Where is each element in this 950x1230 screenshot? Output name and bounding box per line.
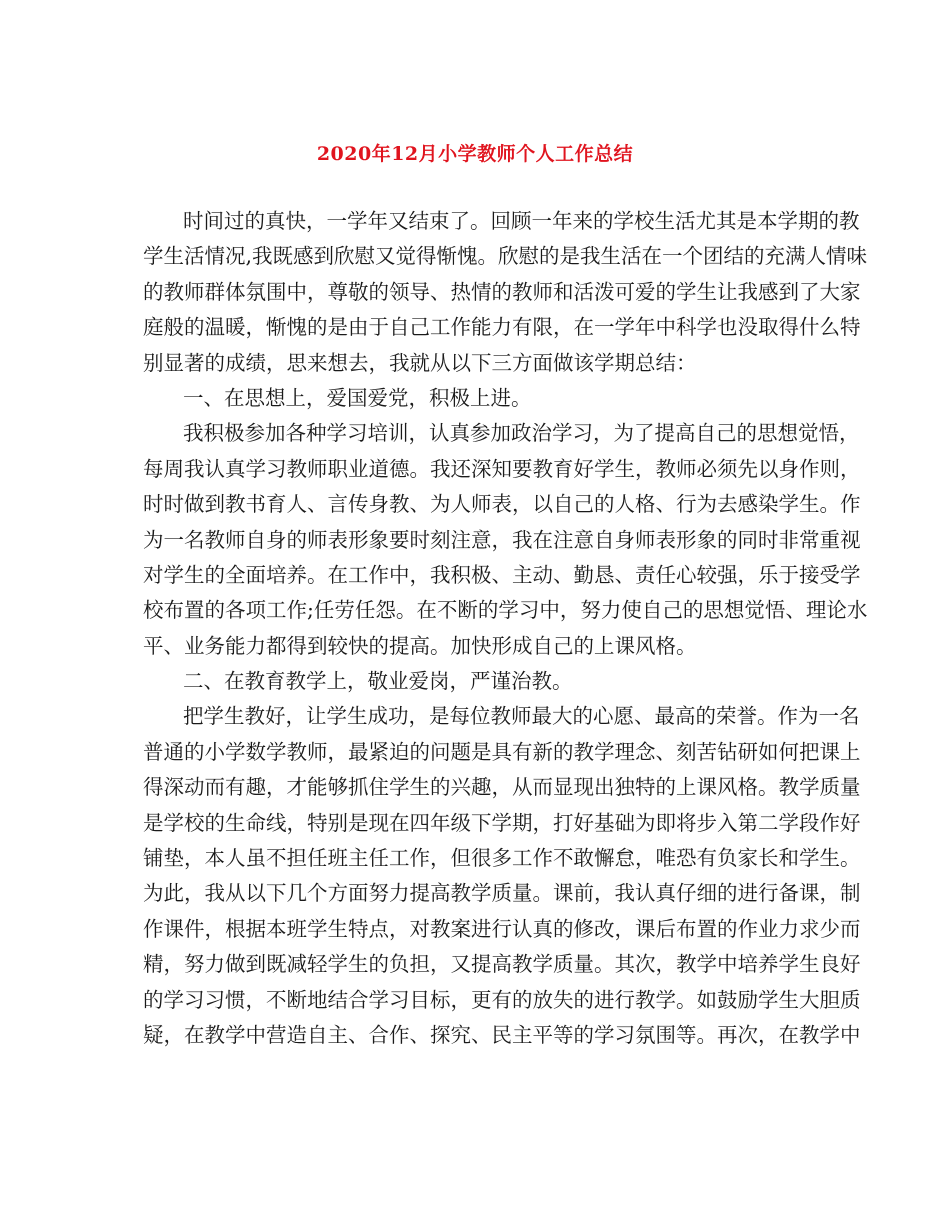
- text-line: 一、在思想上，爱国爱党，积极上进。: [183, 385, 532, 410]
- text-line: 每周我认真学习教师职业道德。我还深知要教育好学生，教师必须先以身作则，: [143, 456, 861, 481]
- text-line: 我积极参加各种学习培训，认真参加政治学习，为了提高自己的思想觉悟，: [183, 421, 860, 446]
- text-line: 校布置的各项工作;任劳任怨。在不断的学习中，努力使自己的思想觉悟、理论水: [143, 598, 868, 623]
- text-line: 对学生的全面培养。在工作中，我积极、主动、勤恳、责任心较强，乐于接受学: [143, 562, 861, 587]
- text-line: 庭般的温暖，惭愧的是由于自己工作能力有限，在一学年中科学也没取得什么特: [143, 315, 861, 340]
- text-line: 学生活情况,我既感到欣慰又觉得惭愧。欣慰的是我生活在一个团结的充满人情味: [143, 244, 868, 269]
- text-line: 别显著的成绩，思来想去，我就从以下三方面做该学期总结：: [143, 350, 697, 375]
- text-line: 疑，在教学中营造自主、合作、探究、民主平等的学习氛围等。再次，在教学中: [143, 1022, 861, 1047]
- text-line: 精，努力做到既减轻学生的负担，又提高教学质量。其次，教学中培养学生良好: [143, 952, 861, 977]
- text-line: 为此，我从以下几个方面努力提高教学质量。课前，我认真仔细的进行备课，制: [143, 881, 861, 906]
- text-line: 的学习习惯，不断地结合学习目标，更有的放失的进行教学。如鼓励学生大胆质: [143, 987, 861, 1012]
- text-line: 作课件，根据本班学生特点，对教案进行认真的修改，课后布置的作业力求少而: [143, 916, 861, 941]
- text-line: 时间过的真快，一学年又结束了。回顾一年来的学校生活尤其是本学期的教: [183, 209, 860, 233]
- text-line: 普通的小学数学教师，最紧迫的问题是具有新的教学理念、刻苦钻研如何把课上: [143, 739, 861, 764]
- text-line: 得深动而有趣，才能够抓住学生的兴趣，从而显现出独特的上课风格。教学质量: [143, 775, 861, 800]
- text-line: 平、业务能力都得到较快的提高。加快形成自己的上课风格。: [143, 633, 697, 658]
- text-line: 为一名教师自身的师表形象要时刻注意，我在注意自身师表形象的同时非常重视: [143, 527, 861, 552]
- text-line: 时时做到教书育人、言传身教、为人师表，以自己的人格、行为去感染学生。作: [143, 492, 861, 517]
- text-line: 是学校的生命线，特别是现在四年级下学期，打好基础为即将步入第二学段作好: [143, 810, 861, 835]
- text-line: 的教师群体氛围中，尊敬的领导、热情的教师和活泼可爱的学生让我感到了大家: [143, 279, 861, 304]
- text-line: 铺垫，本人虽不担任班主任工作，但很多工作不敢懈怠，唯恐有负家长和学生。: [143, 846, 861, 871]
- text-line: 把学生教好，让学生成功，是每位教师最大的心愿、最高的荣誉。作为一名: [183, 704, 860, 729]
- text-line: 二、在教育教学上，敬业爱岗，严谨治教。: [183, 669, 573, 694]
- document-title: 2020年12月小学教师个人工作总结: [316, 143, 634, 165]
- document-body: [143, 204, 868, 1053]
